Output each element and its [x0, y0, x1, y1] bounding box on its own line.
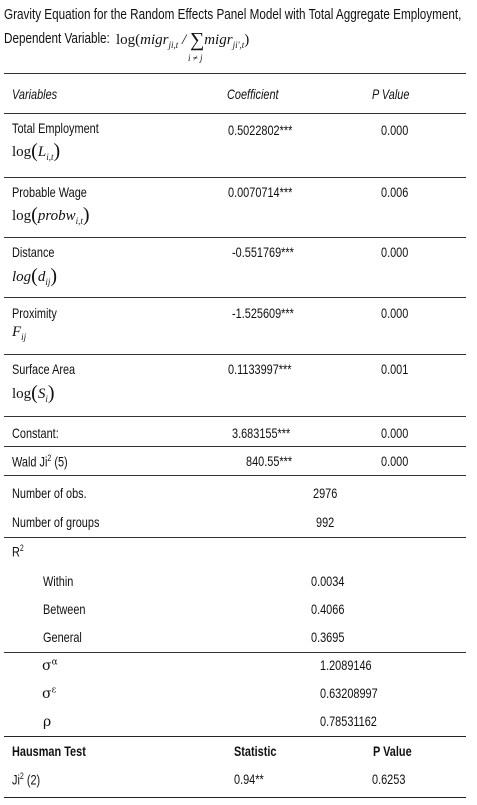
rho-label: ρ: [43, 714, 52, 730]
rule-top: [4, 73, 466, 74]
sum-index: i ≠ j: [188, 53, 203, 63]
rho-value: 0.78531162: [320, 713, 377, 729]
hausman-stat-header: Statistic: [234, 743, 277, 759]
row-pvalue: 0.006: [381, 184, 409, 200]
sigma-eps-label: $\sigma^\varepsilon$: [42, 685, 57, 702]
row-name: Total Employment: [12, 120, 99, 136]
sigma-alpha-value: 1.2089146: [320, 657, 372, 673]
row-coefficient: 0.1133997***: [228, 361, 292, 377]
constant-pvalue: 0.000: [381, 425, 409, 441]
row-rule: [4, 297, 466, 298]
hausman-test-name: Ji$^2$ (2): [12, 771, 41, 788]
rule-header: [4, 113, 466, 114]
sigma-alpha-label: $\sigma^\alpha$: [42, 657, 58, 674]
row-formula: $F_{ij}$: [12, 324, 27, 342]
row-name: Distance: [12, 244, 55, 260]
header-pvalue: P Value: [372, 86, 410, 102]
rule-hausman: [4, 736, 466, 737]
dependent-variable-formula: log(migr$_{ji,t}$ / ∑migr$_{ji',t}$): [116, 29, 250, 51]
obs-label: Number of obs.: [12, 485, 87, 501]
row-rule: [4, 177, 466, 178]
row-pvalue: 0.000: [381, 244, 409, 260]
groups-label: Number of groups: [12, 514, 100, 530]
row-rule: [4, 446, 466, 447]
row-coefficient: -1.525609***: [232, 305, 294, 321]
row-rule: [4, 475, 466, 476]
row-rule: [4, 354, 466, 355]
between-value: 0.4066: [311, 601, 345, 617]
wald-statistic: 840.55***: [246, 453, 293, 469]
hausman-statistic: 0.94**: [234, 771, 264, 787]
row-name: Proximity: [12, 305, 57, 321]
row-formula: $\log(L_{i,t})$: [12, 140, 61, 162]
row-rule: [4, 237, 466, 238]
constant-label: Constant:: [12, 425, 59, 441]
row-formula: log(probw$_{i,t}$): [12, 204, 90, 226]
within-value: 0.0034: [311, 573, 345, 589]
row-rule: [4, 537, 466, 538]
row-formula: $\log(S_i)$: [12, 382, 55, 404]
row-formula: $\log(d_{ij})$: [12, 265, 58, 287]
hausman-label: Hausman Test: [12, 743, 86, 759]
row-pvalue: 0.000: [381, 122, 409, 138]
wald-pvalue: 0.000: [381, 453, 409, 469]
row-pvalue: 0.000: [381, 305, 409, 321]
general-label: General: [43, 629, 82, 645]
caption-dv-label: Dependent Variable:: [4, 30, 110, 47]
groups-value: 992: [316, 514, 335, 530]
constant-coefficient: 3.683155***: [232, 425, 291, 441]
row-pvalue: 0.001: [381, 361, 409, 377]
header-variables: Variables: [12, 86, 58, 102]
rule-bottom: [4, 797, 466, 798]
within-label: Within: [43, 573, 74, 589]
row-coefficient: 0.5022802***: [228, 122, 293, 138]
table-caption: [4, 6, 477, 23]
caption-line1: Gravity Equation for the Random Effects Panel Model with Total Aggregate Employment,: [4, 6, 462, 23]
hausman-pvalue: 0.6253: [372, 771, 406, 787]
row-coefficient: -0.551769***: [232, 244, 294, 260]
row-name: Surface Area: [12, 361, 76, 377]
general-value: 0.3695: [311, 629, 345, 645]
hausman-p-header: P Value: [373, 743, 412, 759]
between-label: Between: [43, 601, 86, 617]
row-rule: [4, 416, 466, 417]
sigma-eps-value: 0.63208997: [320, 685, 378, 701]
r2-label: $R^2$: [12, 543, 24, 560]
header-coefficient: Coefficient: [227, 86, 279, 102]
row-name: Probable Wage: [12, 184, 87, 200]
wald-label: Wald Ji$^2$ (5): [12, 453, 68, 470]
row-coefficient: 0.0070714***: [228, 184, 293, 200]
row-rule: [4, 652, 466, 653]
obs-value: 2976: [313, 485, 338, 501]
